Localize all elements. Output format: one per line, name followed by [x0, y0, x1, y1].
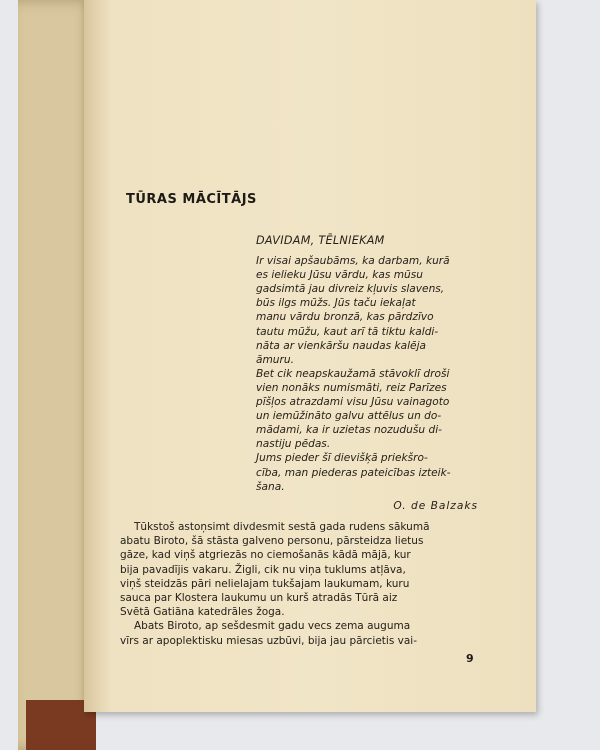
- epigraph-line: cība, man piederas pateicības izteik-: [256, 466, 451, 479]
- epigraph-line: un iemūžināto galvu attēlus un do-: [256, 410, 442, 423]
- body-line: sauca par Klostera laukumu un kurš atradās Tūrā aiz: [120, 592, 398, 605]
- epigraph-line: būs ilgs mūžs. Jūs taču iekaļat: [256, 297, 416, 310]
- body-text: [120, 520, 478, 648]
- epigraph-line: āmuru.: [256, 353, 294, 366]
- epigraph-line: vien nonāks numismāti, reiz Parīzes: [256, 381, 447, 394]
- epigraph-line: pīšļos atrazdami visu Jūsu vainagoto: [256, 396, 450, 409]
- epigraph-line: gadsimtā jau divreiz kļuvis slavens,: [256, 283, 445, 296]
- body-line: Abats Biroto, ap sešdesmit gadu vecs zema auguma: [134, 620, 411, 633]
- epigraph-line: tautu mūžu, kaut arī tā tiktu kaldi-: [256, 325, 439, 338]
- body-line: viņš steidzās pāri nelielajam tukšajam laukumam, kuru: [120, 577, 410, 590]
- body-line: bija pavadījis vakaru. Žigli, cik nu viņa tuklums atļāva,: [120, 563, 406, 576]
- chapter-heading: TŪRAS MĀCĪTĀJS: [126, 192, 257, 207]
- epigraph: [256, 234, 478, 513]
- epigraph-line: šana.: [256, 480, 285, 493]
- epigraph-text: [256, 254, 478, 494]
- body-line: Svētā Gatiāna katedrāles žoga.: [120, 606, 285, 619]
- epigraph-author: O. de Balzaks: [393, 499, 478, 512]
- epigraph-line: Jums pieder šī dievišķā priekšro-: [256, 452, 428, 465]
- epigraph-line: Ir visai apšaubāms, ka darbam, kurā: [256, 255, 450, 268]
- body-line: gāze, kad viņš atgriezās no ciemošanās kādā mājā, kur: [120, 549, 411, 562]
- epigraph-line: Bet cik neapskaužamā stāvoklī droši: [256, 367, 450, 380]
- epigraph-line: manu vārdu bronzā, kas pārdzīvo: [256, 311, 434, 324]
- epigraph-line: es ielieku Jūsu vārdu, kas mūsu: [256, 269, 423, 282]
- body-line: Tūkstoš astoņsimt divdesmit sestā gada rudens sākumā: [134, 521, 430, 533]
- epigraph-line: nāta ar vienkāršu naudas kalēja: [256, 339, 427, 352]
- epigraph-dedication: DAVIDAM, TĒLNIEKAM: [256, 234, 385, 247]
- epigraph-line: nastiju pēdas.: [256, 438, 331, 451]
- epigraph-line: mādami, ka ir uzietas nozudušu di-: [256, 424, 442, 437]
- body-line: vīrs ar apoplektisku miesas uzbūvi, bija jau pārcietis vai-: [120, 634, 418, 647]
- body-line: abatu Biroto, šā stāsta galveno personu, pārsteidza lietus: [120, 535, 424, 548]
- page-number: 9: [466, 652, 474, 665]
